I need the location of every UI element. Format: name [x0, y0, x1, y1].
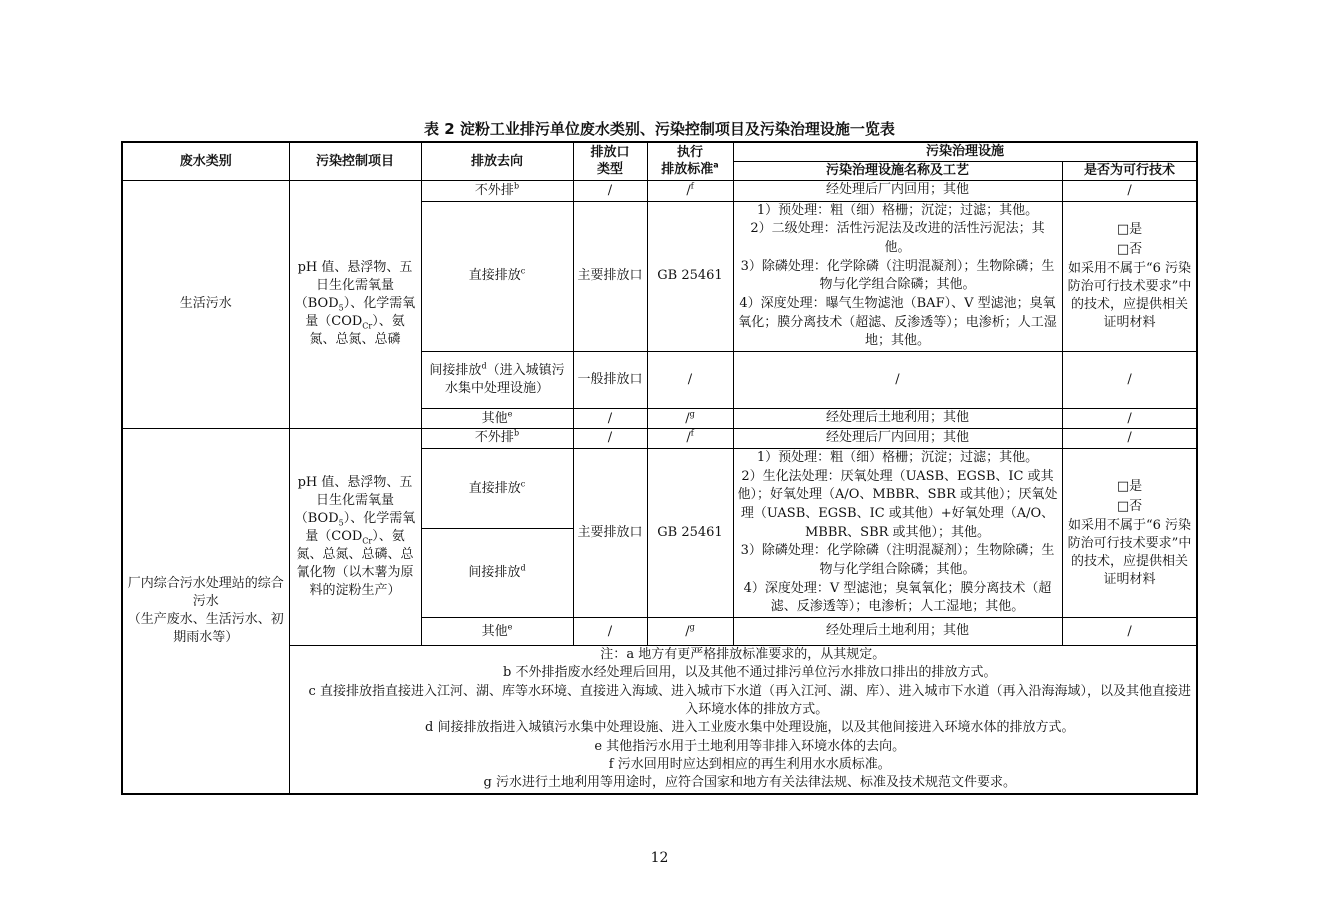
g1-standard-indirect: / [647, 352, 733, 409]
checkbox-no[interactable]: □否 [1116, 498, 1143, 514]
header-feasible: 是否为可行技术 [1062, 161, 1197, 180]
header-control-items: 污染控制项目 [289, 142, 421, 180]
g1-outlet-other: / [573, 409, 647, 429]
checkbox-yes[interactable]: □是 [1116, 478, 1143, 494]
g1-process-no-discharge: 经处理后厂内回用；其他 [733, 180, 1062, 201]
g1-process-direct: 1）预处理：粗（细）格栅；沉淀；过滤；其他。 2）二级处理：活性污泥法及改进的活性污泥法；其他。 3）除磷处理：化学除磷（注明混凝剂）；生物除磷；生物与化学组合除磷；其他。 4）深度处理：曝气生物滤池（BAF）、V 型滤池；臭氧氧化；膜分离技术（超滤、反渗透等）；电渗析；人工湿地；其他。 [733, 201, 1062, 352]
note-e: e 其他指污水用于土地利用等非排入环境水体的去向。 [594, 738, 906, 754]
g1-standard-other: /$^g$ [647, 409, 733, 429]
g1-outlet-indirect: 一般排放口 [573, 352, 647, 409]
g1-direction-no-discharge: 不外排$^b$ [421, 180, 573, 201]
g1-direction-other: 其他$^e$ [421, 409, 573, 429]
header-outlet-type: 排放口 类型 [573, 142, 647, 180]
group1-type: 生活污水 [122, 180, 289, 429]
g1-feasible-direct: □是 □否 如采用不属于“6 污染防治可行技术要求”中的技术，应提供相关证明材料 [1062, 201, 1197, 352]
table-title: 表 2 淀粉工业排污单位废水类别、污染控制项目及污染治理设施一览表 [424, 120, 895, 138]
group2-type: 厂内综合污水处理站的综合污水 （生产废水、生活污水、初期雨水等） [122, 429, 289, 794]
g2-process-no-discharge: 经处理后厂内回用；其他 [733, 429, 1062, 449]
table-row [122, 180, 1197, 201]
g1-process-indirect: / [733, 352, 1062, 409]
table-row [122, 429, 1197, 449]
g1-standard-no-discharge: /$^f$ [647, 180, 733, 201]
header-wastewater-type: 废水类别 [122, 142, 289, 180]
g1-feasible-no-discharge: / [1062, 180, 1197, 201]
g2-process-shared: 1）预处理：粗（细）格栅；沉淀；过滤；其他。 2）生化法处理：厌氧处理（UASB、EGSB、IC 或其他）；好氧处理（A/O、MBBR、SBR 或其他）；厌氧处理（UASB、EGSB、IC 或其他）+好氧处理（A/O、MBBR、SBR 或其他）；其他。 3）除磷处理：化学除磷（注明混凝剂）；生物除磷；生物与化学组合除磷；其他。 4）深度处理：V 型滤池；臭氧氧化；膜分离技术（超滤、反渗透等）；电渗析；人工湿地；其他。 [733, 448, 1062, 617]
note-d: d 间接排放指进入城镇污水集中处理设施、进入工业废水集中处理设施，以及其他间接进入环境水体的排放方式。 [425, 720, 1075, 736]
group2-control-items: pH 值、悬浮物、五日生化需氧量$(BOD_5)$、化学需氧量$(COD_{Cr})$、氨氮、总氮、总磷、总氰化物（以木薯为原料的淀粉生产） [289, 429, 421, 646]
g2-direction-direct: 直接排放$^c$ [421, 448, 573, 529]
g2-direction-indirect: 间接排放$^d$ [421, 529, 573, 618]
table-notes [289, 646, 1197, 794]
note-g: g 污水进行土地利用等用途时，应符合国家和地方有关法律法规、标准及技术规范文件要求。 [483, 775, 1016, 791]
note-f: f 污水回用时应达到相应的再生利用水水质标准。 [608, 756, 891, 772]
g2-direction-no-discharge: 不外排$^b$ [421, 429, 573, 449]
g1-feasible-other: / [1062, 409, 1197, 429]
g2-outlet-shared: 主要排放口 [573, 448, 647, 617]
g2-process-other: 经处理后土地利用；其他 [733, 618, 1062, 646]
g1-outlet-no-discharge: / [573, 180, 647, 201]
g2-feasible-no-discharge: / [1062, 429, 1197, 449]
g1-process-other: 经处理后土地利用；其他 [733, 409, 1062, 429]
header-standard: 执行 排放标准$^a$ [647, 142, 733, 180]
g2-outlet-no-discharge: / [573, 429, 647, 449]
note-c: c 直接排放指直接进入江河、湖、库等水环境、直接进入海域、进入城市下水道（再入江河、湖、库）、进入城市下水道（再入沿海海域），以及其他直接进入环境水体的排放方式。 [308, 683, 1191, 718]
checkbox-yes[interactable]: □是 [1116, 222, 1143, 238]
g2-feasible-other: / [1062, 618, 1197, 646]
header-facility-name: 污染治理设施名称及工艺 [733, 161, 1062, 180]
wastewater-table [121, 141, 1198, 795]
g2-direction-other: 其他$^e$ [421, 618, 573, 646]
g2-standard-other: /$^g$ [647, 618, 733, 646]
notes-prefix: 注： [600, 647, 627, 663]
g1-standard-direct: GB 25461 [647, 201, 733, 352]
header-facilities: 污染治理设施 [733, 142, 1197, 161]
g1-direction-direct: 直接排放$^c$ [421, 201, 573, 352]
g2-standard-shared: GB 25461 [647, 448, 733, 617]
g2-outlet-other: / [573, 618, 647, 646]
header-discharge-direction: 排放去向 [421, 142, 573, 180]
header-row [122, 142, 1197, 161]
note-b: b 不外排指废水经处理后回用，以及其他不通过排污单位污水排放口排出的排放方式。 [503, 665, 997, 681]
page-number: 12 [650, 850, 669, 866]
g2-standard-no-discharge: /$^f$ [647, 429, 733, 449]
g1-outlet-direct: 主要排放口 [573, 201, 647, 352]
g1-direction-indirect: 间接排放$^d$（进入城镇污水集中处理设施） [421, 352, 573, 409]
group1-control-items: pH 值、悬浮物、五日生化需氧量$(BOD_5)$、化学需氧量$(COD_{Cr})$、氨氮、总氮、总磷 [289, 180, 421, 429]
checkbox-no[interactable]: □否 [1116, 242, 1143, 258]
g2-feasible-shared: □是 □否 如采用不属于“6 污染防治可行技术要求”中的技术，应提供相关证明材料 [1062, 448, 1197, 617]
g1-feasible-indirect: / [1062, 352, 1197, 409]
note-a: a 地方有更严格排放标准要求的，从其规定。 [626, 647, 886, 663]
